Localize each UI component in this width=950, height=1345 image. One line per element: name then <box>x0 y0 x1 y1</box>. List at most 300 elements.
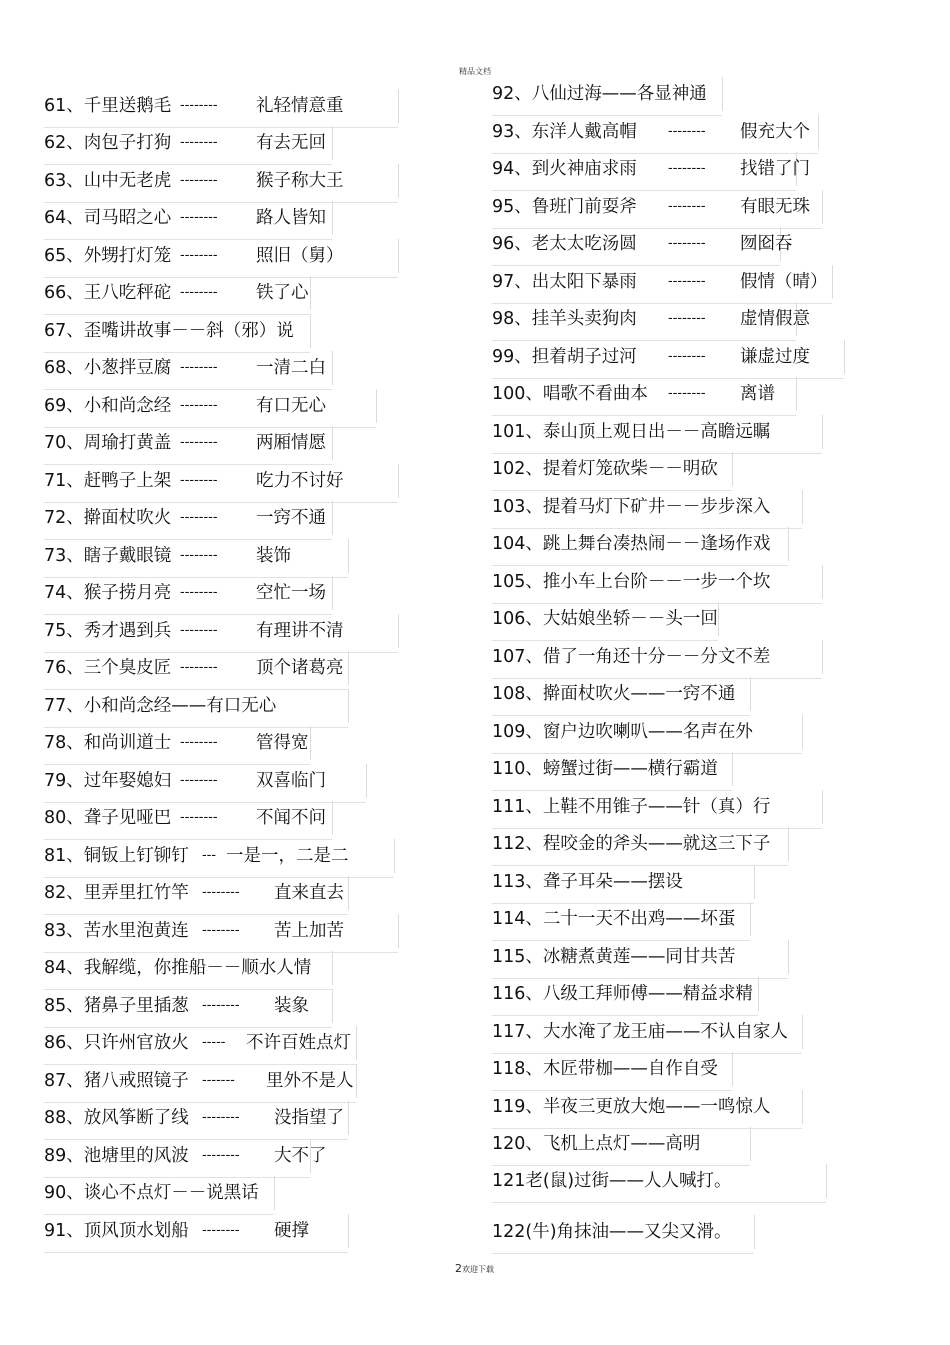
answer-text: 礼轻情意重 <box>256 96 344 116</box>
answer-text: 双喜临门 <box>256 771 326 791</box>
answer-text: 有去无回 <box>256 133 326 153</box>
item-number: 93、 <box>492 122 532 142</box>
table-cell-border <box>492 454 732 491</box>
table-cell-border <box>44 466 398 503</box>
riddle-text: 程咬金的斧头——就这三下子 <box>542 834 771 854</box>
answer-text: 管得宽 <box>256 733 309 753</box>
table-cell-border <box>492 904 750 941</box>
riddle-text: 瞎子戴眼镜 <box>83 546 172 566</box>
item-number: 61、 <box>44 96 84 116</box>
separator-dashes: -------- <box>180 660 218 675</box>
list-item <box>44 316 294 346</box>
cell-divider <box>802 1015 803 1049</box>
item-number: 70、 <box>44 433 84 453</box>
item-number: 115、 <box>492 947 543 967</box>
list-item <box>44 1066 354 1096</box>
answer-text: 大不了 <box>274 1146 327 1166</box>
table-cell-border <box>492 1129 750 1166</box>
answer-text: 离谱 <box>740 384 775 404</box>
cell-divider <box>802 490 803 524</box>
list-item <box>492 942 735 972</box>
cell-divider <box>822 190 823 224</box>
separator-dashes: ------- <box>202 1073 235 1088</box>
separator-dashes: -------- <box>180 548 218 563</box>
riddle-text: 里弄里扛竹竿 <box>83 883 189 903</box>
separator-dashes: -------- <box>202 1148 240 1163</box>
header-note: 精品文档 <box>459 67 491 76</box>
item-number: 90、 <box>44 1183 84 1203</box>
table-cell-border <box>44 691 348 728</box>
riddle-text: 螃蟹过街——横行霸道 <box>542 759 718 779</box>
item-number: 107、 <box>492 647 543 667</box>
table-cell-border <box>44 166 398 203</box>
separator-dashes: -------- <box>180 248 218 263</box>
riddle-text: 到火神庙求雨 <box>531 159 637 179</box>
page-footer <box>455 1262 494 1275</box>
riddle-text: 秀才遇到兵 <box>83 621 172 641</box>
answer-text: 两厢情愿 <box>256 433 326 453</box>
separator-dashes: -------- <box>202 1110 240 1125</box>
cell-divider <box>332 801 333 835</box>
riddle-text: 聋子见哑巴 <box>83 808 172 828</box>
riddle-text: 千里送鹅毛 <box>83 96 172 116</box>
list-item <box>44 128 326 158</box>
list-item <box>492 904 735 934</box>
item-number: 103、 <box>492 497 543 517</box>
riddle-text: 谈心不点灯－－说黑话 <box>83 1183 259 1203</box>
answer-text: 有口无心 <box>256 396 326 416</box>
answer-text: 顶个诸葛亮 <box>256 658 344 678</box>
list-item <box>44 203 326 233</box>
answer-text: 装象 <box>274 996 309 1016</box>
item-number: 72、 <box>44 508 84 528</box>
item-number: 66、 <box>44 283 84 303</box>
list-item <box>492 154 810 184</box>
list-item <box>492 829 770 859</box>
riddle-text: 老(鼠)过街——人人喊打。 <box>525 1171 732 1191</box>
separator-dashes: -------- <box>180 623 218 638</box>
item-number: 101、 <box>492 422 543 442</box>
list-item <box>44 841 349 871</box>
cell-divider <box>818 115 819 149</box>
item-number: 98、 <box>492 309 532 329</box>
list-item <box>492 1166 732 1196</box>
table-cell-border <box>44 241 398 278</box>
item-number: 77、 <box>44 696 84 716</box>
list-item <box>44 766 326 796</box>
list-item <box>492 492 770 522</box>
item-number: 94、 <box>492 159 532 179</box>
answer-text: 直来直去 <box>274 883 344 903</box>
list-item <box>44 166 344 196</box>
item-number: 111、 <box>492 797 543 817</box>
answer-text: 一是一，二是二 <box>226 846 349 866</box>
riddle-text: 铜钣上钉铆钉 <box>83 846 189 866</box>
cell-divider <box>722 77 723 111</box>
item-number: 121 <box>492 1171 526 1191</box>
table-cell-border <box>492 1054 732 1091</box>
cell-divider <box>788 827 789 861</box>
item-number: 95、 <box>492 197 532 217</box>
list-item <box>492 1217 732 1247</box>
cell-divider <box>348 876 349 910</box>
cell-divider <box>398 464 399 498</box>
riddle-text: 歪嘴讲故事－－斜（邪）说 <box>83 321 294 341</box>
cell-divider <box>754 1215 755 1249</box>
item-number: 119、 <box>492 1097 543 1117</box>
separator-dashes: --- <box>202 848 217 863</box>
riddle-text: 和尚训道士 <box>83 733 172 753</box>
cell-divider <box>348 651 349 685</box>
list-item <box>44 691 276 721</box>
table-cell-border <box>492 604 718 641</box>
cell-divider <box>332 989 333 1023</box>
cell-divider <box>718 602 719 636</box>
table-cell-border <box>44 1178 274 1215</box>
list-item <box>44 953 311 983</box>
cell-divider <box>750 902 751 936</box>
item-number: 71、 <box>44 471 84 491</box>
riddle-text: 苦水里泡黄连 <box>83 921 189 941</box>
answer-text: 谦虚过度 <box>740 347 810 367</box>
answer-text: 里外不是人 <box>266 1071 354 1091</box>
cell-divider <box>398 914 399 948</box>
riddle-text: (牛)角抹油——又尖又滑。 <box>525 1222 732 1242</box>
riddle-text: 我解缆，你推船－－顺水人情 <box>83 958 312 978</box>
item-number: 63、 <box>44 171 84 191</box>
riddle-text: 山中无老虎 <box>83 171 172 191</box>
separator-dashes: -------- <box>180 285 218 300</box>
item-number: 75、 <box>44 621 84 641</box>
cell-divider <box>832 265 833 299</box>
item-number: 92、 <box>492 84 532 104</box>
cell-divider <box>332 351 333 385</box>
table-cell-border <box>44 1141 310 1178</box>
separator-dashes: -------- <box>202 923 240 938</box>
list-item <box>492 1017 788 1047</box>
cell-divider <box>822 790 823 824</box>
list-item <box>492 604 718 634</box>
cell-divider <box>366 764 367 798</box>
item-number: 73、 <box>44 546 84 566</box>
riddle-text: 猪鼻子里插葱 <box>83 996 189 1016</box>
cell-divider <box>732 752 733 786</box>
riddle-text: 猪八戒照镜子 <box>83 1071 189 1091</box>
table-cell-border <box>492 679 750 716</box>
list-item <box>44 353 326 383</box>
separator-dashes: -------- <box>180 585 218 600</box>
list-item <box>492 229 793 259</box>
item-number: 65、 <box>44 246 84 266</box>
riddle-text: 提着灯笼砍柴－－明砍 <box>542 459 718 479</box>
table-cell-border <box>492 529 788 566</box>
cell-divider <box>844 340 845 374</box>
separator-dashes: -------- <box>668 274 706 289</box>
item-number: 85、 <box>44 996 84 1016</box>
table-cell-border <box>492 229 780 266</box>
separator-dashes: -------- <box>668 311 706 326</box>
table-cell-border <box>492 792 822 829</box>
riddle-text: 只许州官放火 <box>83 1033 189 1053</box>
item-number: 91、 <box>44 1221 84 1241</box>
riddle-text: 跳上舞台凑热闹－－逢场作戏 <box>542 534 771 554</box>
list-item <box>44 541 291 571</box>
item-number: 83、 <box>44 921 84 941</box>
table-cell-border <box>492 1217 754 1254</box>
riddle-text: 三个臭皮匠 <box>83 658 172 678</box>
answer-text: 一清二白 <box>256 358 326 378</box>
table-cell-border <box>492 417 822 454</box>
answer-text: 路人皆知 <box>256 208 326 228</box>
riddle-text: 猴子捞月亮 <box>83 583 172 603</box>
item-number: 79、 <box>44 771 84 791</box>
table-cell-border <box>492 717 802 754</box>
item-number: 69、 <box>44 396 84 416</box>
item-number: 74、 <box>44 583 84 603</box>
item-number: 112、 <box>492 834 543 854</box>
list-item <box>44 653 344 683</box>
table-cell-border <box>44 316 310 353</box>
list-item <box>492 567 770 597</box>
item-number: 76、 <box>44 658 84 678</box>
separator-dashes: -------- <box>180 98 218 113</box>
list-item <box>492 454 718 484</box>
cell-divider <box>332 576 333 610</box>
list-item <box>44 241 344 271</box>
cell-divider <box>788 940 789 974</box>
riddle-text: 唱歌不看曲本 <box>542 384 648 404</box>
riddle-text: 上鞋不用锥子——针（真）行 <box>542 797 771 817</box>
list-item <box>492 1129 700 1159</box>
item-number: 105、 <box>492 572 543 592</box>
separator-dashes: -------- <box>180 735 218 750</box>
cell-divider <box>356 1064 357 1098</box>
item-number: 117、 <box>492 1022 543 1042</box>
cell-divider <box>348 689 349 723</box>
item-number: 80、 <box>44 808 84 828</box>
table-cell-border <box>492 979 758 1016</box>
list-item <box>492 79 707 109</box>
riddle-text: 司马昭之心 <box>83 208 172 228</box>
cell-divider <box>398 89 399 123</box>
cell-divider <box>356 1026 357 1060</box>
cell-divider <box>758 977 759 1011</box>
cell-divider <box>348 1101 349 1135</box>
cell-divider <box>826 1164 827 1198</box>
table-cell-border <box>492 79 722 116</box>
item-number: 110、 <box>492 759 543 779</box>
riddle-text: 外甥打灯笼 <box>83 246 172 266</box>
answer-text: 硬撑 <box>274 1221 309 1241</box>
riddle-text: 泰山顶上观日出－－高瞻远瞩 <box>542 422 771 442</box>
separator-dashes: -------- <box>668 349 706 364</box>
riddle-text: 聋子耳朵——摆设 <box>542 872 683 892</box>
item-number: 113、 <box>492 872 543 892</box>
table-cell-border <box>492 1092 802 1129</box>
riddle-text: 放风筝断了线 <box>83 1108 189 1128</box>
cell-divider <box>802 715 803 749</box>
separator-dashes: -------- <box>180 810 218 825</box>
cell-divider <box>754 865 755 899</box>
item-number: 68、 <box>44 358 84 378</box>
answer-text: 不许百姓点灯 <box>246 1033 351 1053</box>
cell-divider <box>376 389 377 423</box>
riddle-text: 赶鸭子上架 <box>83 471 172 491</box>
cell-divider <box>750 677 751 711</box>
list-item <box>492 304 810 334</box>
list-item <box>492 717 753 747</box>
list-item <box>44 878 344 908</box>
item-number: 106、 <box>492 609 543 629</box>
list-item <box>44 916 344 946</box>
separator-dashes: ----- <box>202 1035 226 1050</box>
list-item <box>492 979 753 1009</box>
item-number: 67、 <box>44 321 84 341</box>
riddle-text: 小葱拌豆腐 <box>83 358 172 378</box>
list-item <box>492 342 810 372</box>
cell-divider <box>332 951 333 985</box>
riddle-text: 冰糖煮黄莲——同甘共苦 <box>542 947 736 967</box>
table-cell-border <box>44 91 398 128</box>
riddle-text: 大水淹了龙王庙——不认自家人 <box>542 1022 788 1042</box>
list-item <box>44 578 326 608</box>
riddle-text: 二十一天不出鸡——坏蛋 <box>542 909 736 929</box>
list-item <box>44 1178 259 1208</box>
page-number: 2 <box>455 1262 462 1275</box>
separator-dashes: -------- <box>668 236 706 251</box>
item-number: 82、 <box>44 883 84 903</box>
item-number: 96、 <box>492 234 532 254</box>
riddle-text: 半夜三更放大炮——一鸣惊人 <box>542 1097 771 1117</box>
riddle-text: 大姑娘坐轿－－头一回 <box>542 609 718 629</box>
separator-dashes: -------- <box>668 199 706 214</box>
cell-divider <box>822 565 823 599</box>
cell-divider <box>802 1090 803 1124</box>
riddle-text: 窗户边吹喇叭——名声在外 <box>542 722 753 742</box>
list-item <box>44 278 309 308</box>
answer-text: 吃力不讨好 <box>256 471 344 491</box>
item-number: 86、 <box>44 1033 84 1053</box>
cell-divider <box>274 1176 275 1210</box>
riddle-text: 出太阳下暴雨 <box>531 272 637 292</box>
item-number: 97、 <box>492 272 532 292</box>
table-cell-border <box>492 567 822 604</box>
list-item <box>44 466 344 496</box>
item-number: 120、 <box>492 1134 543 1154</box>
list-item <box>492 379 775 409</box>
cell-divider <box>310 726 311 760</box>
answer-text: 虚情假意 <box>740 309 810 329</box>
riddle-text: 飞机上点灯——高明 <box>542 1134 701 1154</box>
item-number: 88、 <box>44 1108 84 1128</box>
separator-dashes: -------- <box>180 773 218 788</box>
item-number: 122 <box>492 1222 526 1242</box>
riddle-text: 肉包子打狗 <box>83 133 172 153</box>
answer-text: 空忙一场 <box>256 583 326 603</box>
list-item <box>44 91 344 121</box>
riddle-text: 擀面杖吹火——一窍不通 <box>542 684 736 704</box>
answer-text: 不闻不问 <box>256 808 326 828</box>
riddle-text: 池塘里的风波 <box>83 1146 189 1166</box>
item-number: 78、 <box>44 733 84 753</box>
separator-dashes: -------- <box>180 210 218 225</box>
list-item <box>492 1092 770 1122</box>
item-number: 84、 <box>44 958 84 978</box>
riddle-text: 顶风顶水划船 <box>83 1221 189 1241</box>
cell-divider <box>394 839 395 873</box>
list-item <box>44 991 309 1021</box>
answer-text: 假情（晴） <box>740 272 828 292</box>
list-item <box>492 267 828 297</box>
separator-dashes: -------- <box>202 998 240 1013</box>
item-number: 116、 <box>492 984 543 1004</box>
list-item <box>492 867 683 897</box>
item-number: 118、 <box>492 1059 543 1079</box>
riddle-text: 挂羊头卖狗肉 <box>531 309 637 329</box>
riddle-text: 小和尚念经 <box>83 396 172 416</box>
table-cell-border <box>492 754 732 791</box>
cell-divider <box>732 1052 733 1086</box>
cell-divider <box>348 1214 349 1248</box>
table-cell-border <box>492 642 822 679</box>
cell-divider <box>398 164 399 198</box>
cell-divider <box>750 1127 751 1161</box>
answer-text: 苦上加苦 <box>274 921 344 941</box>
separator-dashes: -------- <box>180 435 218 450</box>
riddle-text: 擀面杖吹火 <box>83 508 172 528</box>
cell-divider <box>332 501 333 535</box>
list-item <box>492 642 770 672</box>
item-number: 100、 <box>492 384 543 404</box>
separator-dashes: -------- <box>668 124 706 139</box>
separator-dashes: -------- <box>180 135 218 150</box>
cell-divider <box>310 276 311 310</box>
cell-divider <box>822 415 823 449</box>
item-number: 81、 <box>44 846 84 866</box>
list-item <box>44 1103 344 1133</box>
list-item <box>492 529 770 559</box>
table-cell-border <box>44 616 398 653</box>
list-item <box>492 679 735 709</box>
footer-note: 欢迎下载 <box>462 1265 494 1274</box>
riddle-text: 推小车上台阶－－一步一个坎 <box>542 572 771 592</box>
item-number: 62、 <box>44 133 84 153</box>
answer-text: 有眼无珠 <box>740 197 810 217</box>
table-cell-border <box>492 1017 802 1054</box>
list-item <box>44 1141 327 1171</box>
riddle-text: 木匠带枷——自作自受 <box>542 1059 718 1079</box>
answer-text: 猴子称大王 <box>256 171 344 191</box>
item-number: 64、 <box>44 208 84 228</box>
answer-text: 找错了门 <box>740 159 810 179</box>
answer-text: 铁了心 <box>256 283 309 303</box>
list-item <box>44 616 344 646</box>
answer-text: 假充大个 <box>740 122 810 142</box>
list-item <box>44 728 309 758</box>
list-item <box>44 1216 309 1246</box>
list-item <box>44 503 326 533</box>
separator-dashes: -------- <box>180 398 218 413</box>
list-item <box>492 792 770 822</box>
separator-dashes: -------- <box>668 386 706 401</box>
cell-divider <box>348 539 349 573</box>
list-item <box>492 192 810 222</box>
answer-text: 装饰 <box>256 546 291 566</box>
riddle-text: 过年娶媳妇 <box>83 771 172 791</box>
item-number: 87、 <box>44 1071 84 1091</box>
list-item <box>44 1028 351 1058</box>
cell-divider <box>732 452 733 486</box>
